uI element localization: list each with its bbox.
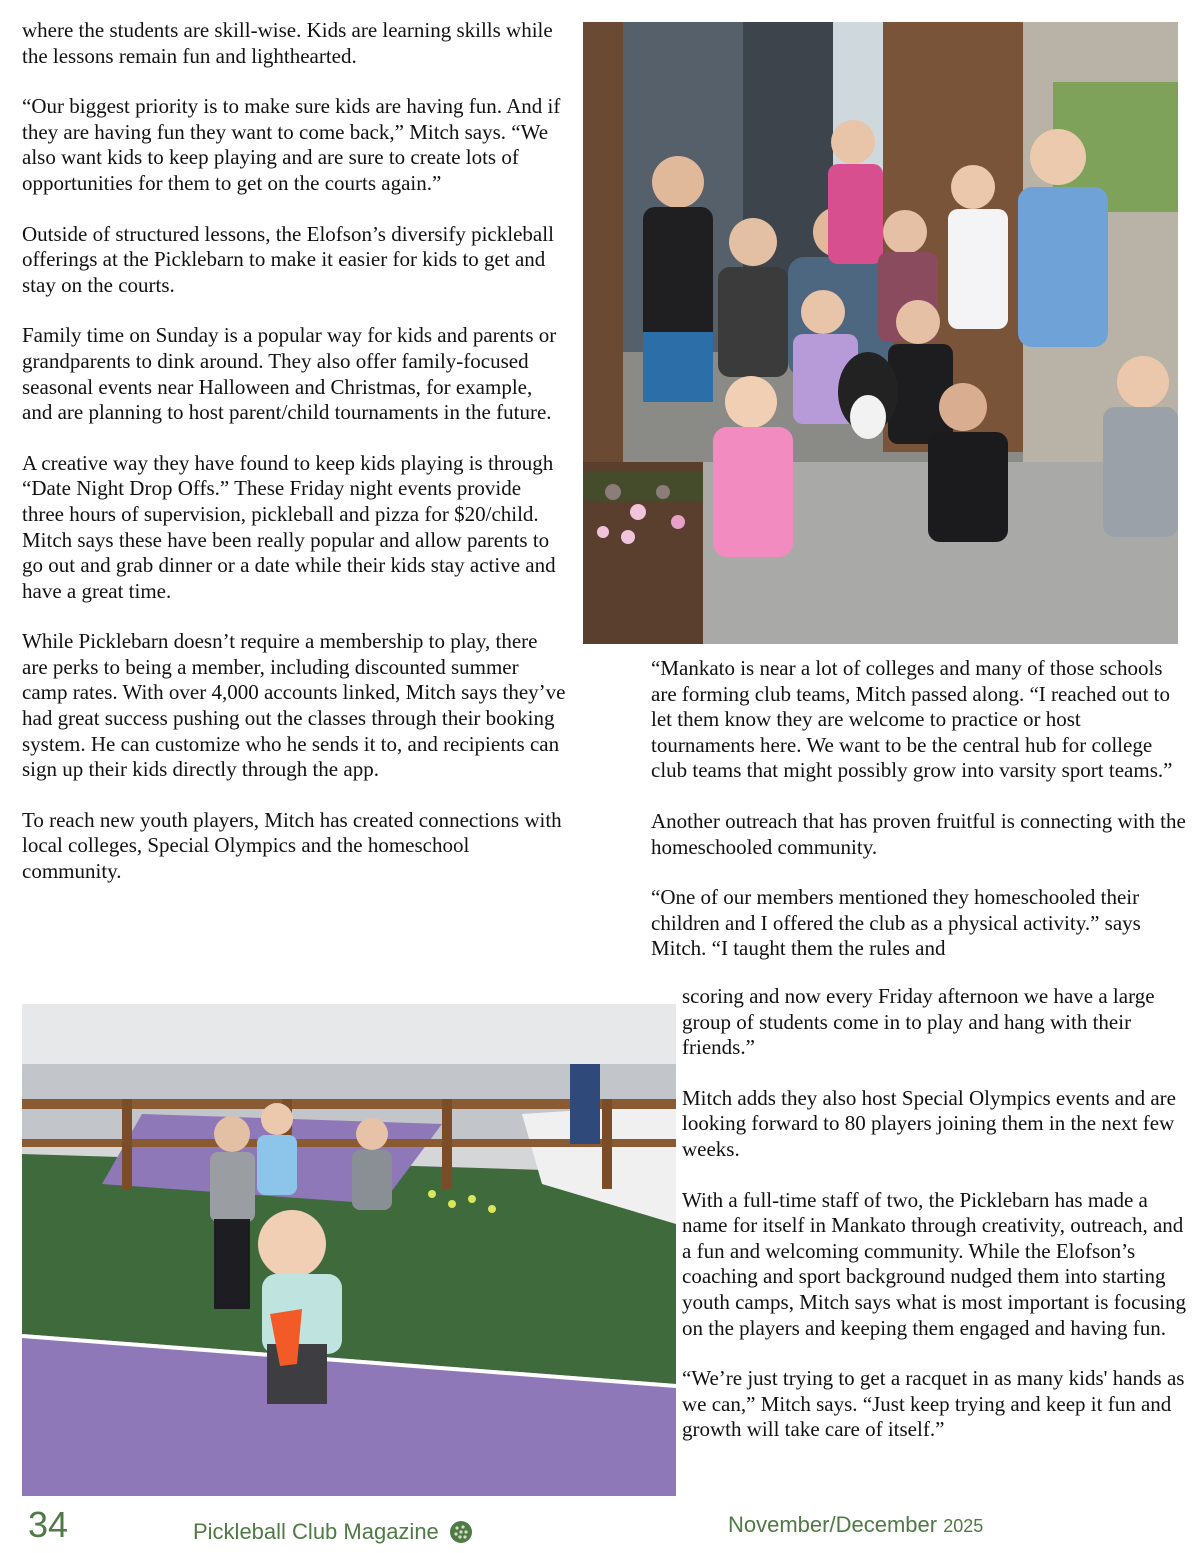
magazine-name [193, 1512, 473, 1552]
issue-date [728, 1512, 983, 1552]
left-text-column [22, 18, 567, 910]
paragraph: To reach new youth players, Mitch has created connections with local colleges, Special Olympics and the homeschool community. [22, 807, 562, 884]
paragraph: Outside of structured lessons, the Elofson’s diversify pickleball offerings at the Picklebarn to make it easier for kids to get and stay on the courts. [22, 221, 554, 297]
issue-year: 2025 [943, 1516, 984, 1536]
page-number: 34 [28, 1504, 69, 1545]
right-text-column-bottom [682, 984, 1187, 1468]
paragraph: Another outreach that has proven fruitful is connecting with the homeschooled community. [651, 808, 1186, 859]
paragraph: “One of our members mentioned they homeschooled their children and I offered the club as a physical activity.” says Mitch. “I taught them the rules and [651, 885, 1141, 961]
magazine-name-text: Pickleball Club Magazine [193, 1519, 439, 1544]
paragraph: Mitch adds they also host Special Olympics events and are looking forward to 80 players joining them in the next few weeks. [682, 1085, 1176, 1161]
paragraph: scoring and now every Friday afternoon we have a large group of students come in to play and hang with their friends.” [682, 984, 1155, 1060]
right-text-column-top [651, 656, 1186, 987]
paragraph: where the students are skill-wise. Kids are learning skills while the lessons remain fun and lighthearted. [22, 18, 553, 68]
paragraph: “We’re just trying to get a racquet in as many kids' hands as we can,” Mitch says. “Just keep trying and keep it fun and growth will take care of itself.” [682, 1366, 1185, 1442]
paragraph: “Our biggest priority is to make sure kids are having fun. And if they are having fun they want to come back,” Mitch says. “We also want kids to keep playing and are sure to create lots of opportunities for them to get on the courts again.” [22, 94, 561, 195]
indoor-court-photo [22, 1004, 676, 1496]
issue-month: November/December [728, 1512, 938, 1537]
paragraph: A creative way they have found to keep kids playing is through “Date Night Drop Offs.” These Friday night events provide three hours of supervision, pickleball and pizza for $20/child. Mitch says these have been really popular and allow parents to go out and grab dinner or a date while their kids stay active and have a great time. [22, 450, 556, 603]
paragraph: “Mankato is near a lot of colleges and many of those schools are forming club teams, Mitch passed along. “I reached out to let them know they are welcome to practice or host tournaments here. We want to be the central hub for college club teams that might possibly grow into varsity sport teams.” [651, 656, 1173, 783]
pickleball-icon [449, 1520, 473, 1544]
group-photo-kids-outside [583, 22, 1178, 644]
paragraph: Family time on Sunday is a popular way for kids and parents or grandparents to dink around. They also offer family-focused seasonal events near Halloween and Christmas, for example, and are planning to host parent/child tournaments in the future. [22, 323, 557, 425]
paragraph: With a full-time staff of two, the Picklebarn has made a name for itself in Mankato through creativity, outreach, and a fun and welcoming community. While the Elofson’s coaching and sport background nudged them into starting youth camps, Mitch says what is most important is focusing on the players and keeping them engaged and having fun. [682, 1187, 1186, 1340]
paragraph: While Picklebarn doesn’t require a membership to play, there are perks to being a member, including discounted summer camp rates. With over 4,000 accounts linked, Mitch says they’ve had great success pushing out the classes through their booking system. He can customize who he sends it to, and recipients can sign up their kids directly through the app. [22, 629, 566, 782]
